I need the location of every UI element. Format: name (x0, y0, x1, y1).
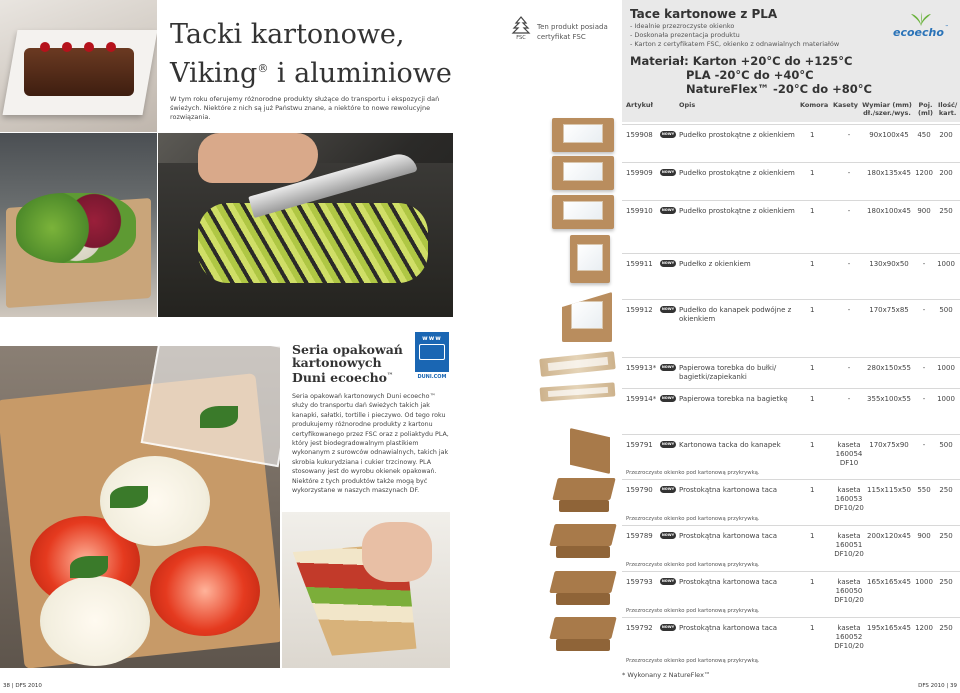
row-dimensions: 280x150x55 (867, 364, 911, 372)
row-article: 159790 (626, 486, 653, 494)
cutting-lettuce-photo (158, 133, 453, 317)
row-cassette: kaseta 160052 DF10/20 (834, 624, 864, 650)
product-thumb-159909 (552, 156, 614, 190)
new-badge: NOWY (661, 307, 675, 311)
row-quantity: 250 (939, 578, 953, 586)
row-note: Przezroczyste okienko pod kartonową przykrywką. (626, 608, 760, 614)
row-article: 159789 (626, 532, 653, 540)
new-badge: NOWY (661, 170, 675, 174)
row-cassette: - (847, 131, 851, 139)
row-cassette: kaseta 160054 DF10 (835, 441, 863, 467)
product-thumb-159791 (570, 428, 610, 474)
duni-series-body: Seria opakowań kartonowych Duni ecoecho™ służy do transportu dań świeżych takich jak kanapki, sałatki, tortille i pieczywo. Od tego roku produkujemy różnorodne produkty z kartonu certyfikowanego przez FSC oraz z poliaktydu PLA, który jest biodegradowalnym plastikiem wykonanym z surowców odnawialnych, takich jak skrobia kukurydziana i cukier trzcinowy. PLA stosowany jest do wyrobu okienek opakowań. Niektóre z tych produktów także mogą być wykorzystane w naszych maszynach DF. (292, 393, 449, 495)
row-description: Prostokątna kartonowa taca (679, 532, 778, 540)
table-row (622, 617, 960, 667)
table-row (622, 357, 960, 387)
row-description: Prostokątna kartonowa taca (679, 486, 778, 494)
new-badge: NOWY (661, 208, 675, 212)
row-volume: 1200 (915, 624, 933, 632)
col-header-volume: Poj. (ml) (918, 101, 933, 117)
product-thumb-159908 (552, 118, 614, 152)
row-note: Przezroczyste okienko pod kartonową przykrywką. (626, 516, 760, 522)
row-volume: 450 (917, 131, 931, 139)
fsc-tree-icon (510, 16, 532, 40)
new-badge: NOWY (661, 261, 675, 265)
product-thumb-159792 (552, 617, 614, 653)
row-compartment: 1 (810, 207, 815, 215)
sandwich-photo (282, 512, 450, 668)
row-article: 159910 (626, 207, 653, 215)
table-row (622, 299, 960, 355)
row-article: 159914* (626, 395, 657, 403)
row-article: 159913* (626, 364, 657, 372)
row-dimensions: 180x100x45 (867, 207, 911, 215)
row-dimensions: 355x100x55 (867, 395, 911, 403)
left-page-footer: 38 | DFS 2010 (3, 683, 42, 689)
row-description: Pudełko prostokątne z okienkiem (679, 131, 795, 139)
duni-com-logo: www DUNI.COM (415, 332, 449, 372)
row-quantity: 200 (939, 131, 953, 139)
row-dimensions: 165x165x45 (867, 578, 911, 586)
row-dimensions: 115x115x50 (867, 486, 911, 494)
product-thumb-159793 (552, 571, 614, 607)
row-quantity: 1000 (937, 395, 955, 403)
left-page-title (170, 18, 452, 91)
table-row (622, 571, 960, 617)
row-article: 159912 (626, 306, 653, 314)
row-article: 159909 (626, 169, 653, 177)
new-badge: NOWY (661, 579, 675, 583)
row-compartment: 1 (810, 532, 815, 540)
row-cassette: kaseta 160053 DF10/20 (834, 486, 864, 512)
row-quantity: 250 (939, 486, 953, 494)
col-header-description: Opis (679, 101, 696, 109)
row-description: Pudełko prostokątne z okienkiem (679, 169, 795, 177)
row-volume: - (922, 306, 926, 314)
row-article: 159793 (626, 578, 653, 586)
title-line2a: Viking (170, 58, 258, 89)
row-note: Przezroczyste okienko pod kartonową przykrywką. (626, 562, 760, 568)
product-thumb-159789 (552, 524, 614, 560)
row-description: Papierowa torebka na bagietkę (679, 395, 788, 403)
new-badge: NOWY (661, 132, 675, 136)
row-quantity: 200 (939, 169, 953, 177)
col-header-dimensions: Wymiar (mm) dł./szer./wys. (862, 101, 912, 117)
row-quantity: 1000 (937, 260, 955, 268)
row-compartment: 1 (810, 169, 815, 177)
row-dimensions: 180x135x45 (867, 169, 911, 177)
row-cassette: - (847, 207, 851, 215)
material-temperatures: Materiał: Karton +20°C do +125°C PLA -20°C do +40°C NatureFlex™ -20°C do +80°C (630, 54, 872, 96)
row-cassette: - (847, 364, 851, 372)
registered-mark: ® (257, 62, 269, 75)
row-note: Przezroczyste okienko pod kartonową przykrywką. (626, 658, 760, 664)
row-dimensions: 170x75x90 (869, 441, 909, 449)
new-badge: NOWY (661, 442, 675, 446)
product-thumb-159790 (555, 478, 613, 514)
row-volume: - (922, 260, 926, 268)
row-note: Przezroczyste okienko pod kartonową przykrywką. (626, 470, 760, 476)
row-description: Pudełko prostokątne z okienkiem (679, 207, 795, 215)
salad-tray-photo (0, 133, 157, 317)
new-badge: NOWY (661, 625, 675, 629)
row-compartment: 1 (810, 578, 815, 586)
row-volume: 1000 (915, 578, 933, 586)
cake-tray-photo (0, 0, 157, 132)
row-article: 159791 (626, 441, 653, 449)
row-compartment: 1 (810, 131, 815, 139)
table-row (622, 434, 960, 479)
row-volume: - (922, 364, 926, 372)
row-article: 159911 (626, 260, 653, 268)
leaf-icon (911, 12, 931, 26)
title-line2b: i aluminiowe (268, 58, 452, 89)
row-description: Pudełko z okienkiem (679, 260, 751, 268)
row-article: 159792 (626, 624, 653, 632)
row-volume: - (922, 441, 926, 449)
row-cassette: kaseta 160051 DF10/20 (834, 532, 864, 558)
row-compartment: 1 (810, 395, 815, 403)
table-row (622, 253, 960, 297)
table-row (622, 124, 960, 160)
col-header-quantity: Ilość/ kart. (938, 101, 958, 117)
product-thumb-159912 (562, 292, 612, 342)
row-cassette: - (847, 306, 851, 314)
new-badge: NOWY (661, 365, 675, 369)
col-header-compartment: Komora (800, 101, 829, 109)
right-page-footer: DFS 2010 | 39 (918, 683, 957, 689)
product-thumb-159910 (552, 195, 614, 229)
table-row (622, 525, 960, 571)
col-header-cassettes: Kasety (833, 101, 859, 109)
table-row (622, 200, 960, 244)
left-intro-text: W tym roku oferujemy różnorodne produkty służące do transportu i ekspozycji dań świeżych. Niektóre z nich są już Państwu znane, a niektóre to nowe rewolucyjne rozwiązania. (170, 95, 440, 121)
row-quantity: 500 (939, 441, 953, 449)
row-quantity: 250 (939, 624, 953, 632)
table-row (622, 162, 960, 198)
row-description: Papierowa torebka do bułki/ bagietki/zapiekanki (679, 364, 777, 381)
row-description: Pudełko do kanapek podwójne z okienkiem (679, 306, 792, 323)
row-compartment: 1 (810, 624, 815, 632)
row-article: 159908 (626, 131, 653, 139)
new-badge: NOWY (661, 487, 675, 491)
row-volume: 900 (917, 532, 931, 540)
row-volume: 1200 (915, 169, 933, 177)
fsc-certificate-text: Ten produkt posiada certyfikat FSC (537, 23, 608, 41)
row-compartment: 1 (810, 364, 815, 372)
row-compartment: 1 (810, 441, 815, 449)
row-cassette: - (847, 395, 851, 403)
ecoecho-logo: ecoecho ™ (893, 12, 953, 42)
row-cassette: - (847, 169, 851, 177)
table-row (622, 479, 960, 525)
row-compartment: 1 (810, 306, 815, 314)
row-volume: - (922, 395, 926, 403)
row-cassette: kaseta 160050 DF10/20 (834, 578, 864, 604)
row-volume: 900 (917, 207, 931, 215)
caprese-salad-photo (0, 346, 280, 668)
row-description: Kartonowa tacka do kanapek (679, 441, 781, 449)
row-description: Prostokątna kartonowa taca (679, 624, 778, 632)
row-volume: 550 (917, 486, 931, 494)
title-line1: Tacki kartonowe, (170, 19, 405, 50)
new-badge: NOWY (661, 396, 675, 400)
fsc-label: FSC (516, 35, 526, 40)
row-dimensions: 195x165x45 (867, 624, 911, 632)
row-compartment: 1 (810, 260, 815, 268)
row-cassette: - (847, 260, 851, 268)
col-header-article: Artykuł (626, 101, 653, 109)
row-quantity: 1000 (937, 364, 955, 372)
product-thumb-159913 (540, 355, 615, 373)
row-dimensions: 130x90x50 (869, 260, 909, 268)
row-dimensions: 170x75x85 (869, 306, 909, 314)
row-dimensions: 90x100x45 (869, 131, 909, 139)
row-description: Prostokątna kartonowa taca (679, 578, 778, 586)
table-row (622, 388, 960, 432)
product-header-title: Tace kartonowe z PLA (630, 7, 778, 21)
duni-series-title: Seria opakowań kartonowych Duni ecoecho™ (292, 342, 403, 386)
row-compartment: 1 (810, 486, 815, 494)
new-badge: NOWY (661, 533, 675, 537)
row-quantity: 250 (939, 532, 953, 540)
product-header-bullets: - Idealnie przezroczyste okienko - Doskonała prezentacja produktu - Karton z certyfikatem FSC, okienko z odnawialnych materiałów (630, 22, 840, 48)
product-thumb-159914 (540, 385, 615, 399)
row-dimensions: 200x120x45 (867, 532, 911, 540)
row-quantity: 500 (939, 306, 953, 314)
footnote-natureflex: * Wykonany z NatureFlex™ (622, 671, 711, 679)
product-thumb-159911 (570, 235, 610, 283)
row-quantity: 250 (939, 207, 953, 215)
